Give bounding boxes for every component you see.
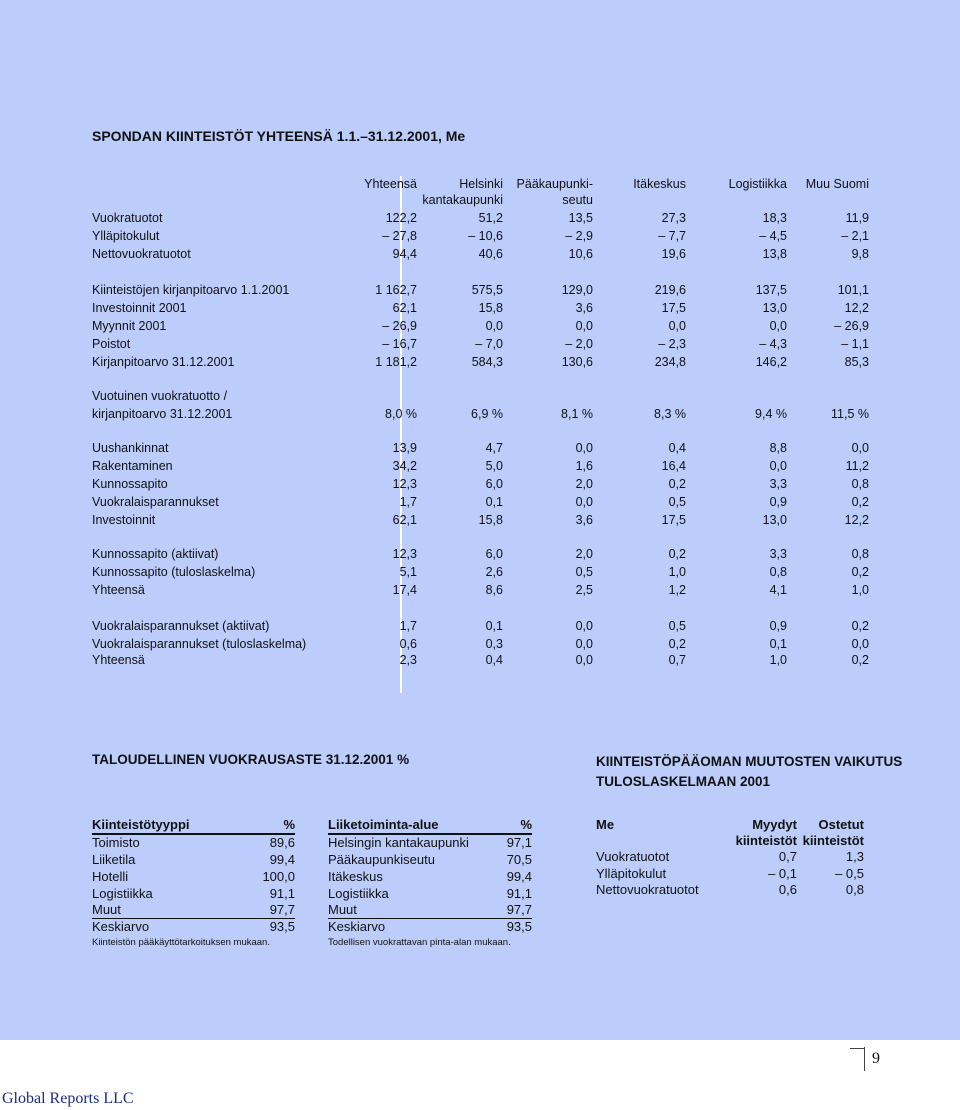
cell-value: 10,6 bbox=[568, 247, 593, 261]
cell-value: – 26,9 bbox=[834, 319, 869, 333]
cell-value: 15,8 bbox=[478, 301, 503, 315]
cell-value: 101,1 bbox=[837, 283, 869, 297]
table-row bbox=[92, 318, 882, 335]
column-header: Itäkeskus bbox=[633, 177, 686, 191]
row-label: Muut bbox=[328, 902, 357, 917]
table-row bbox=[92, 834, 295, 851]
cell-value: – 2,1 bbox=[841, 229, 869, 243]
row-label: Logistiikka bbox=[328, 886, 389, 901]
cell-value: 62,1 bbox=[392, 301, 417, 315]
cell-value: 0,2 bbox=[851, 653, 869, 667]
cell-value: 0,8 bbox=[851, 477, 869, 491]
cell-value: 6,0 bbox=[485, 547, 503, 561]
table-footnote: Kiinteistön pääkäyttötarkoituksen mukaan. bbox=[92, 937, 270, 948]
bought-value: – 0,5 bbox=[835, 865, 864, 881]
impact-title-line1: KIINTEISTÖPÄÄOMAN MUUTOSTEN VAIKUTUS bbox=[596, 754, 903, 769]
cell-value: 0,2 bbox=[668, 637, 686, 651]
cell-value: – 2,0 bbox=[565, 337, 593, 351]
table-row bbox=[92, 228, 882, 245]
table-row bbox=[92, 582, 882, 599]
row-label: Kunnossapito (aktiivat) bbox=[92, 547, 219, 561]
page-number-divider bbox=[864, 1047, 865, 1071]
table-row bbox=[92, 652, 882, 669]
table-row bbox=[328, 834, 532, 851]
cell-value: 13,8 bbox=[762, 247, 787, 261]
table-row bbox=[92, 885, 295, 902]
table-row bbox=[596, 881, 864, 898]
cell-value: 137,5 bbox=[755, 283, 787, 297]
row-label: Investoinnit 2001 bbox=[92, 301, 187, 315]
col-sold-header: Myydyt bbox=[752, 817, 797, 832]
cell-value: 27,3 bbox=[661, 211, 686, 225]
cell-value: 15,8 bbox=[478, 513, 503, 527]
cell-value: 0,2 bbox=[851, 619, 869, 633]
row-label: kirjanpitoarvo 31.12.2001 bbox=[92, 407, 233, 421]
column-header: Yhteensä bbox=[364, 177, 417, 191]
cell-value: 0,0 bbox=[575, 653, 593, 667]
cell-value: 0,1 bbox=[769, 637, 787, 651]
table-row bbox=[92, 494, 882, 511]
cell-value: 18,3 bbox=[762, 211, 787, 225]
row-label: Vuokralaisparannukset (tuloslaskelma) bbox=[92, 637, 307, 651]
table-footnote: Todellisen vuokrattavan pinta-alan mukaan. bbox=[328, 937, 511, 948]
cell-value: 0,0 bbox=[851, 637, 869, 651]
cell-value: – 7,0 bbox=[475, 337, 503, 351]
cell-value: 3,3 bbox=[769, 547, 787, 561]
cell-value: 219,6 bbox=[654, 283, 686, 297]
table-row bbox=[328, 901, 532, 918]
cell-value: 19,6 bbox=[661, 247, 686, 261]
table-row bbox=[92, 546, 882, 563]
column-header-sub: kantakaupunki bbox=[422, 193, 503, 207]
column-header: Helsinki bbox=[459, 177, 503, 191]
cell-value: 1 162,7 bbox=[375, 283, 417, 297]
cell-value: 0,0 bbox=[575, 495, 593, 509]
cell-value: 2,6 bbox=[485, 565, 503, 579]
page-number: 9 bbox=[872, 1050, 880, 1067]
row-value: 97,1 bbox=[506, 835, 532, 850]
cell-value: 12,2 bbox=[844, 301, 869, 315]
cell-value: 0,0 bbox=[485, 319, 503, 333]
cell-value: 0,4 bbox=[485, 653, 503, 667]
cell-value: 8,3 % bbox=[654, 407, 686, 421]
table-header bbox=[596, 816, 864, 833]
row-label: Myynnit 2001 bbox=[92, 319, 167, 333]
row-label: Pääkaupunkiseutu bbox=[328, 852, 435, 867]
table-header-sub bbox=[596, 832, 864, 849]
cell-value: 2,0 bbox=[575, 477, 593, 491]
row-label: Kirjanpitoarvo 31.12.2001 bbox=[92, 355, 235, 369]
cell-value: 16,4 bbox=[661, 459, 686, 473]
row-label: Vuokralaisparannukset bbox=[92, 495, 219, 509]
cell-value: – 2,9 bbox=[565, 229, 593, 243]
cell-value: 0,2 bbox=[851, 495, 869, 509]
table-row bbox=[92, 458, 882, 475]
cell-value: 11,2 bbox=[845, 459, 869, 473]
cell-value: 2,3 bbox=[399, 653, 417, 667]
row-label: Hotelli bbox=[92, 869, 129, 884]
page-title: SPONDAN KIINTEISTÖT YHTEENSÄ 1.1.–31.12.2001, Me bbox=[92, 128, 466, 144]
cell-value: 129,0 bbox=[561, 283, 593, 297]
cell-value: – 2,3 bbox=[658, 337, 686, 351]
header-label: Kiinteistötyyppi bbox=[92, 817, 190, 832]
row-label: Rakentaminen bbox=[92, 459, 173, 473]
cell-value: 1,0 bbox=[668, 565, 686, 579]
cell-value: 5,0 bbox=[485, 459, 503, 473]
cell-value: 13,5 bbox=[568, 211, 593, 225]
sold-value: 0,7 bbox=[778, 849, 797, 864]
cell-value: 0,5 bbox=[575, 565, 593, 579]
cell-value: 0,2 bbox=[851, 565, 869, 579]
cell-value: 94,4 bbox=[392, 247, 417, 261]
cell-value: 11,9 bbox=[845, 211, 869, 225]
cell-value: 146,2 bbox=[755, 355, 787, 369]
cell-value: 11,5 % bbox=[831, 407, 869, 421]
row-value: 99,4 bbox=[506, 869, 532, 884]
cell-value: – 7,7 bbox=[658, 229, 686, 243]
cell-value: 0,1 bbox=[485, 619, 503, 633]
cell-value: – 1,1 bbox=[841, 337, 869, 351]
cell-value: 0,0 bbox=[575, 441, 593, 455]
cell-value: 4,7 bbox=[485, 441, 503, 455]
cell-value: 0,0 bbox=[668, 319, 686, 333]
cell-value: 17,5 bbox=[661, 513, 686, 527]
row-label: Keskiarvo bbox=[92, 919, 150, 934]
table-row bbox=[328, 868, 532, 885]
row-label: Nettovuokratuotot bbox=[92, 247, 191, 261]
cell-value: 122,2 bbox=[385, 211, 417, 225]
row-label: Yhteensä bbox=[92, 653, 145, 667]
cell-value: 17,4 bbox=[392, 583, 417, 597]
row-label: Investoinnit bbox=[92, 513, 156, 527]
table-row bbox=[92, 918, 295, 935]
cell-value: 9,8 bbox=[851, 247, 869, 261]
row-label: Logistiikka bbox=[92, 886, 153, 901]
cell-value: 0,2 bbox=[668, 477, 686, 491]
cell-value: 8,0 % bbox=[385, 407, 417, 421]
cell-value: 5,1 bbox=[399, 565, 417, 579]
row-label: Poistot bbox=[92, 337, 131, 351]
header-label: Me bbox=[596, 817, 615, 832]
cell-value: 9,4 % bbox=[755, 407, 787, 421]
cell-value: 3,6 bbox=[575, 513, 593, 527]
table-row bbox=[328, 918, 532, 935]
cell-value: 130,6 bbox=[561, 355, 593, 369]
column-header: Muu Suomi bbox=[805, 177, 869, 191]
cell-value: 13,9 bbox=[392, 441, 417, 455]
page-number-rule bbox=[850, 1048, 865, 1049]
table-row bbox=[328, 851, 532, 868]
cell-value: 4,1 bbox=[769, 583, 787, 597]
cell-value: 3,6 bbox=[575, 301, 593, 315]
row-label: Muut bbox=[92, 902, 121, 917]
table-row bbox=[92, 388, 882, 405]
row-label: Itäkeskus bbox=[328, 869, 383, 884]
cell-value: 1,2 bbox=[668, 583, 686, 597]
cell-value: 62,1 bbox=[392, 513, 417, 527]
cell-value: 0,9 bbox=[769, 619, 787, 633]
cell-value: 1,7 bbox=[399, 619, 417, 633]
row-value: 91,1 bbox=[269, 886, 295, 901]
cell-value: 1 181,2 bbox=[375, 355, 417, 369]
table-header bbox=[328, 816, 532, 833]
cell-value: 34,2 bbox=[392, 459, 417, 473]
column-header-sub: seutu bbox=[562, 193, 593, 207]
header-unit: % bbox=[520, 817, 532, 832]
cell-value: 575,5 bbox=[471, 283, 503, 297]
footer-brand: Global Reports LLC bbox=[2, 1090, 134, 1107]
row-label: Vuokratuotot bbox=[596, 849, 670, 864]
cell-value: 51,2 bbox=[478, 211, 503, 225]
cell-value: 0,0 bbox=[575, 619, 593, 633]
row-label: Ylläpitokulut bbox=[92, 229, 160, 243]
header-unit: % bbox=[283, 817, 295, 832]
table-row bbox=[92, 246, 882, 263]
table-row bbox=[328, 885, 532, 902]
row-label: Toimisto bbox=[92, 835, 140, 850]
cell-value: 0,3 bbox=[485, 637, 503, 651]
row-value: 99,4 bbox=[269, 852, 295, 867]
table-row bbox=[92, 636, 882, 653]
cell-value: 1,0 bbox=[851, 583, 869, 597]
cell-value: 1,7 bbox=[399, 495, 417, 509]
table-row bbox=[92, 354, 882, 371]
impact-title-line2: TULOSLASKELMAAN 2001 bbox=[596, 774, 771, 789]
cell-value: – 26,9 bbox=[382, 319, 417, 333]
table-row bbox=[92, 300, 882, 317]
cell-value: 0,9 bbox=[769, 495, 787, 509]
cell-value: 0,8 bbox=[769, 565, 787, 579]
cell-value: 0,5 bbox=[668, 495, 686, 509]
cell-value: 234,8 bbox=[654, 355, 686, 369]
table-row bbox=[92, 851, 295, 868]
row-label: Nettovuokratuotot bbox=[596, 882, 699, 897]
table-row bbox=[92, 901, 295, 918]
table-row bbox=[596, 865, 864, 882]
cell-value: 0,0 bbox=[575, 319, 593, 333]
cell-value: 3,3 bbox=[769, 477, 787, 491]
column-header: Logistiikka bbox=[728, 177, 787, 191]
cell-value: 0,0 bbox=[575, 637, 593, 651]
row-label: Helsingin kantakaupunki bbox=[328, 835, 469, 850]
cell-value: 2,0 bbox=[575, 547, 593, 561]
cell-value: 8,8 bbox=[769, 441, 787, 455]
row-value: 89,6 bbox=[269, 835, 295, 850]
row-label: Kiinteistöjen kirjanpitoarvo 1.1.2001 bbox=[92, 283, 290, 297]
table-row bbox=[92, 564, 882, 581]
row-label: Keskiarvo bbox=[328, 919, 386, 934]
cell-value: 0,0 bbox=[769, 459, 787, 473]
table-row bbox=[92, 406, 882, 423]
row-label: Ylläpitokulut bbox=[596, 865, 667, 881]
row-label: Kunnossapito (tuloslaskelma) bbox=[92, 565, 256, 579]
column-header: Pääkaupunki- bbox=[516, 177, 593, 191]
header-label: Liiketoiminta-alue bbox=[328, 817, 439, 832]
row-value: 91,1 bbox=[506, 886, 532, 901]
row-label: Vuotuinen vuokratuotto / bbox=[92, 389, 228, 403]
table-row bbox=[92, 440, 882, 457]
cell-value: – 4,5 bbox=[759, 229, 787, 243]
cell-value: 85,3 bbox=[844, 355, 869, 369]
row-value: 97,7 bbox=[506, 902, 532, 917]
col-sold-header-sub: kiinteistöt bbox=[735, 833, 797, 848]
cell-value: 584,3 bbox=[471, 355, 503, 369]
cell-value: 0,4 bbox=[668, 441, 686, 455]
cell-value: 12,3 bbox=[392, 477, 417, 491]
cell-value: 12,2 bbox=[844, 513, 869, 527]
table-row bbox=[92, 512, 882, 529]
bought-value: 0,8 bbox=[845, 882, 864, 897]
cell-value: 0,0 bbox=[851, 441, 869, 455]
row-value: 97,7 bbox=[269, 902, 295, 917]
cell-value: 13,0 bbox=[762, 513, 787, 527]
row-label: Uushankinnat bbox=[92, 441, 169, 455]
cell-value: 0,7 bbox=[668, 653, 686, 667]
row-value: 93,5 bbox=[269, 919, 295, 934]
col-bought-header-sub: kiinteistöt bbox=[802, 833, 864, 848]
cell-value: 40,6 bbox=[478, 247, 503, 261]
row-value: 100,0 bbox=[262, 869, 295, 884]
cell-value: – 4,3 bbox=[759, 337, 787, 351]
cell-value: – 27,8 bbox=[382, 229, 417, 243]
table-row bbox=[92, 618, 882, 635]
cell-value: 13,0 bbox=[762, 301, 787, 315]
row-value: 93,5 bbox=[506, 919, 532, 934]
cell-value: 8,6 bbox=[485, 583, 503, 597]
cell-value: 0,0 bbox=[769, 319, 787, 333]
table-row bbox=[92, 336, 882, 353]
bought-value: 1,3 bbox=[845, 849, 864, 864]
cell-value: 8,1 % bbox=[561, 407, 593, 421]
cell-value: 1,0 bbox=[769, 653, 787, 667]
sold-value: – 0,1 bbox=[768, 865, 797, 881]
row-label: Kunnossapito bbox=[92, 477, 168, 491]
row-label: Liiketila bbox=[92, 852, 136, 867]
cell-value: 6,9 % bbox=[471, 407, 503, 421]
row-value: 70,5 bbox=[506, 852, 532, 867]
table-row bbox=[92, 210, 882, 227]
cell-value: 0,1 bbox=[485, 495, 503, 509]
cell-value: 17,5 bbox=[661, 301, 686, 315]
cell-value: 6,0 bbox=[485, 477, 503, 491]
table-row bbox=[92, 282, 882, 299]
cell-value: 0,2 bbox=[668, 547, 686, 561]
table-row bbox=[92, 476, 882, 493]
table-row bbox=[92, 868, 295, 885]
cell-value: – 16,7 bbox=[382, 337, 417, 351]
row-label: Yhteensä bbox=[92, 583, 145, 597]
cell-value: 1,6 bbox=[575, 459, 593, 473]
table-header bbox=[92, 816, 295, 833]
col-bought-header: Ostetut bbox=[818, 817, 864, 832]
occupancy-title: TALOUDELLINEN VUOKRAUSASTE 31.12.2001 % bbox=[92, 752, 410, 767]
row-label: Vuokratuotot bbox=[92, 211, 163, 225]
cell-value: 2,5 bbox=[575, 583, 593, 597]
row-label: Vuokralaisparannukset (aktiivat) bbox=[92, 619, 270, 633]
cell-value: 0,8 bbox=[851, 547, 869, 561]
cell-value: 0,5 bbox=[668, 619, 686, 633]
cell-value: – 10,6 bbox=[468, 229, 503, 243]
table-row bbox=[596, 848, 864, 865]
cell-value: 12,3 bbox=[392, 547, 417, 561]
cell-value: 0,6 bbox=[399, 637, 417, 651]
sold-value: 0,6 bbox=[778, 882, 797, 897]
